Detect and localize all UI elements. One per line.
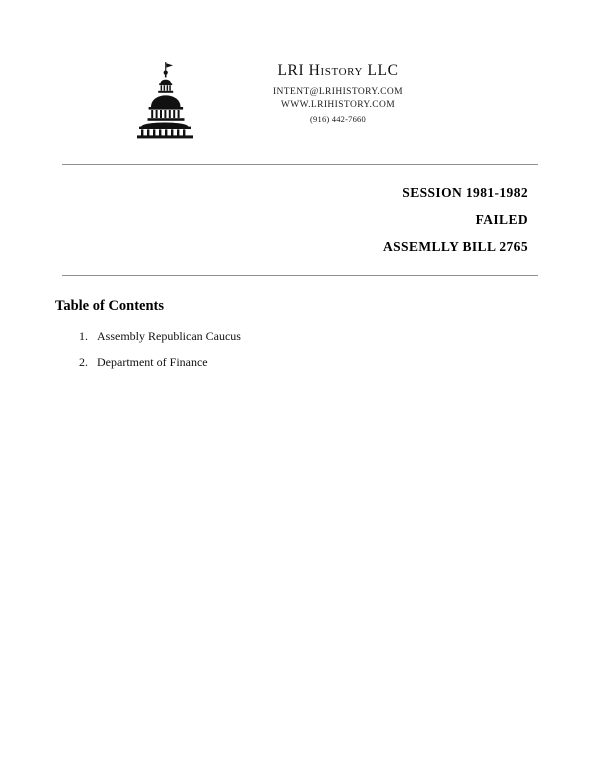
- toc-heading: Table of Contents: [55, 298, 165, 314]
- company-email: INTENT@LRIHISTORY.COM: [272, 87, 403, 97]
- letterhead: [0, 0, 600, 134]
- toc-item-label: Assembly Republican Caucus: [97, 329, 241, 343]
- company-phone: (916) 442-7660: [310, 114, 366, 124]
- bill-status: FAILED: [475, 212, 528, 227]
- list-item[interactable]: [91, 329, 600, 344]
- list-item[interactable]: [91, 355, 600, 370]
- toc-list: [55, 329, 600, 370]
- company-name: LRI History LLC: [277, 62, 399, 79]
- bill-number: ASSEMLLY BILL 2765: [382, 239, 528, 254]
- bill-session: SESSION 1981-1982: [402, 185, 528, 200]
- toc-item-label: Department of Finance: [97, 355, 208, 369]
- table-of-contents: [0, 276, 600, 370]
- brand-block: [208, 58, 468, 124]
- company-website: WWW.LRIHISTORY.COM: [280, 100, 396, 110]
- capitol-dome-icon: [132, 62, 202, 138]
- bill-heading: [0, 165, 600, 255]
